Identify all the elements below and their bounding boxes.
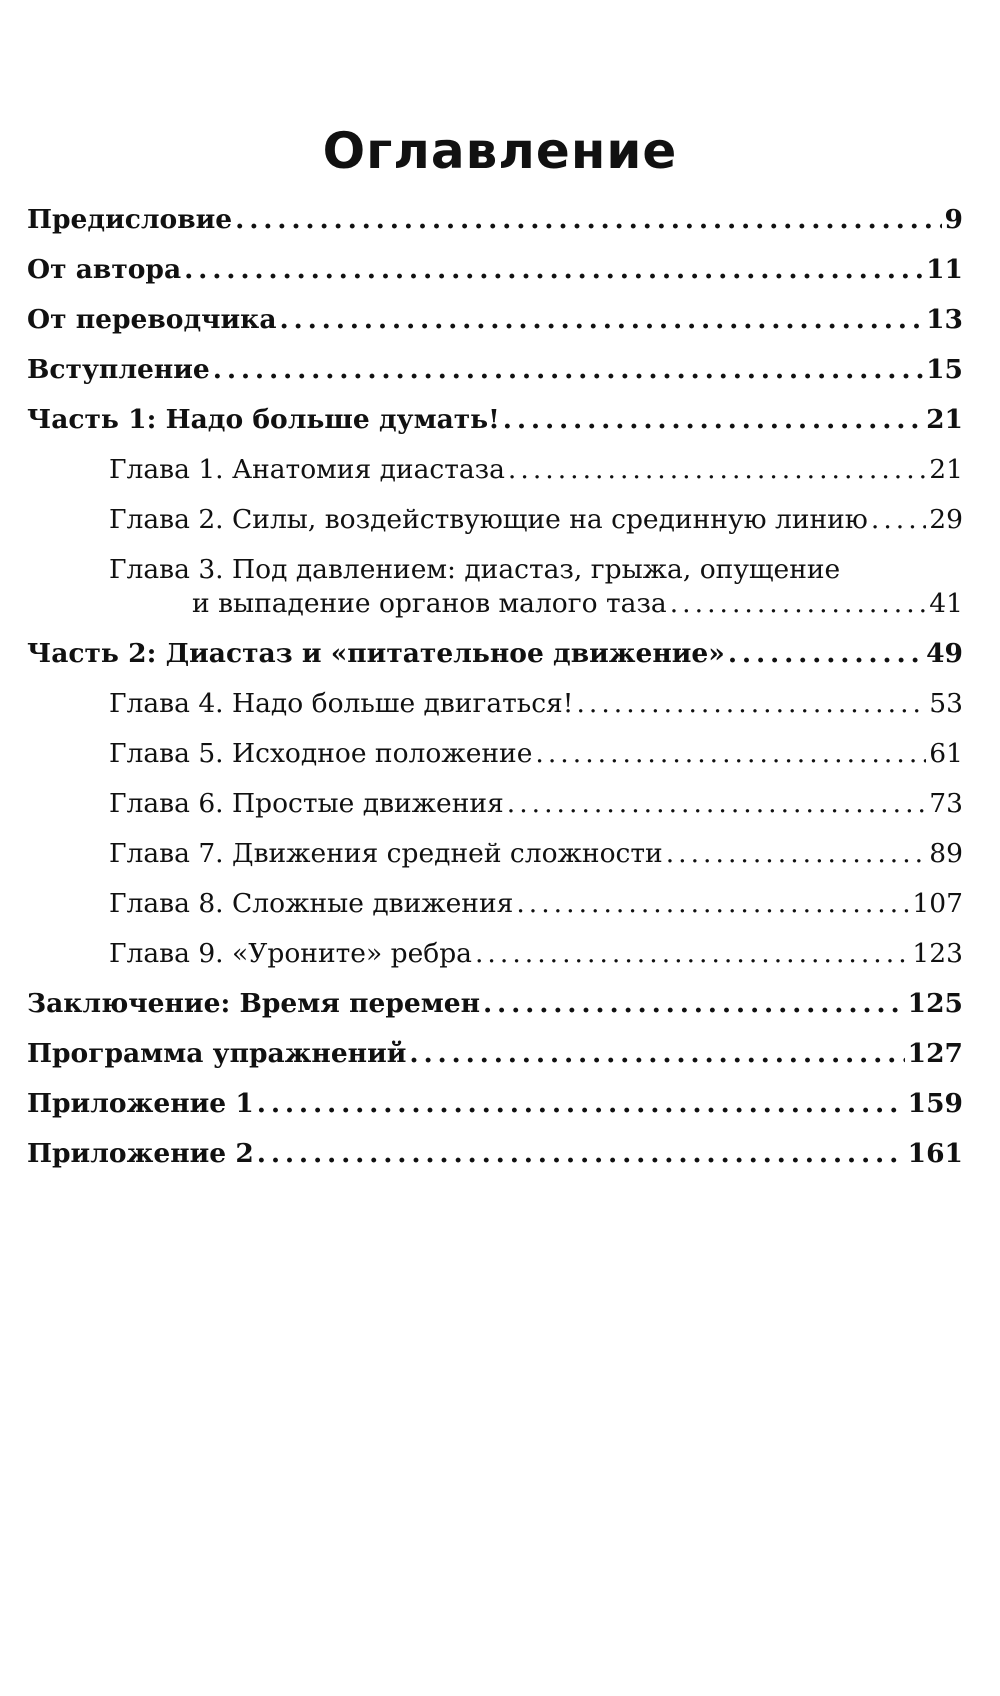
toc-entry-chapter-1[interactable] [109,452,963,488]
dot-leader [516,886,909,922]
toc-entry-page: 53 [929,688,963,719]
toc-entry-chapter-4[interactable] [109,686,963,722]
dot-leader [184,252,923,288]
toc-entry-label: Заключение: Время перемен [27,988,480,1019]
toc-entry-label: Программа упражнений [27,1038,407,1069]
toc-entry-label: Предисловие [27,204,233,235]
toc-entry-page: 15 [926,354,963,385]
toc-entry-from-translator[interactable] [27,302,963,338]
toc-entry-page: 123 [912,938,963,969]
dot-leader [507,786,927,822]
toc-entry-page: 9 [944,204,963,235]
dot-leader [235,202,941,238]
dot-leader [280,302,924,338]
toc-entry-page: 11 [926,254,963,285]
toc-entry-label: Глава 9. «Уроните» ребра [109,938,472,969]
dot-leader [409,1036,904,1072]
dot-leader [576,686,926,722]
toc-entry-page: 21 [926,404,963,435]
toc-entry-chapter-3[interactable] [192,586,963,622]
toc-entry-label: Глава 6. Простые движения [109,788,504,819]
dot-leader [213,352,923,388]
toc-entry-chapter-6[interactable] [109,786,963,822]
toc-entry-preface[interactable] [27,202,963,238]
dot-leader [666,836,927,872]
dot-leader [871,502,926,538]
dot-leader [257,1136,905,1172]
toc-entry-chapter-7[interactable] [109,836,963,872]
toc-entry-page: 161 [907,1138,963,1169]
toc-entry-page: 49 [926,638,963,669]
toc-entry-page: 107 [912,888,963,919]
toc-entry-label: Глава 1. Анатомия диастаза [109,454,505,485]
toc-entry-page: 29 [929,504,963,535]
dot-leader [728,636,923,672]
toc-entry-label: Глава 4. Надо больше двигаться! [109,688,574,719]
toc-entry-appendix-1[interactable] [27,1086,963,1122]
toc-entry-label: и выпадение органов малого таза [192,588,667,619]
dot-leader [503,402,923,438]
toc-entry-label: Приложение 1 [27,1088,254,1119]
toc-entry-label: Вступление [27,354,210,385]
toc-entry-page: 61 [929,738,963,769]
toc-entry-page: 125 [907,988,963,1019]
toc-entry-page: 159 [907,1088,963,1119]
toc-entry-part-2[interactable] [27,636,963,672]
toc-entry-chapter-5[interactable] [109,736,963,772]
toc-entry-label: От автора [27,254,182,285]
dot-leader [508,452,926,488]
toc-entry-chapter-3-line-1[interactable]: Глава 3. Под давлением: диастаз, грыжа, опущение [109,554,841,585]
toc-entry-label: Глава 8. Сложные движения [109,888,514,919]
toc-entry-label: Приложение 2 [27,1138,254,1169]
toc-entry-label: Глава 5. Исходное положение [109,738,533,769]
toc-entry-page: 73 [929,788,963,819]
toc-entry-chapter-2[interactable] [109,502,963,538]
toc-entry-page: 41 [929,588,963,619]
toc-entry-page: 127 [907,1038,963,1069]
dot-leader [483,986,905,1022]
toc-entry-chapter-9[interactable] [109,936,963,972]
page-title: Оглавление [322,121,678,180]
toc-entry-label: Глава 2. Силы, воздействующие на срединную линию [109,504,868,535]
toc-entry-label: Часть 2: Диастаз и «питательное движение» [27,638,725,669]
toc-entry-appendix-2[interactable] [27,1136,963,1172]
dot-leader [670,586,927,622]
toc-entry-page: 13 [926,304,963,335]
dot-leader [475,936,909,972]
toc-entry-exercise-program[interactable] [27,1036,963,1072]
toc-entry-label: Глава 7. Движения средней сложности [109,838,663,869]
toc-entry-label: Часть 1: Надо больше думать! [27,404,500,435]
dot-leader [257,1086,905,1122]
toc-entry-page: 89 [929,838,963,869]
toc-entry-introduction[interactable] [27,352,963,388]
toc-entry-conclusion[interactable] [27,986,963,1022]
dot-leader [535,736,926,772]
toc-entry-label: От переводчика [27,304,277,335]
toc-entry-chapter-8[interactable] [109,886,963,922]
toc-entry-from-author[interactable] [27,252,963,288]
toc-entry-page: 21 [929,454,963,485]
toc-entry-part-1[interactable] [27,402,963,438]
